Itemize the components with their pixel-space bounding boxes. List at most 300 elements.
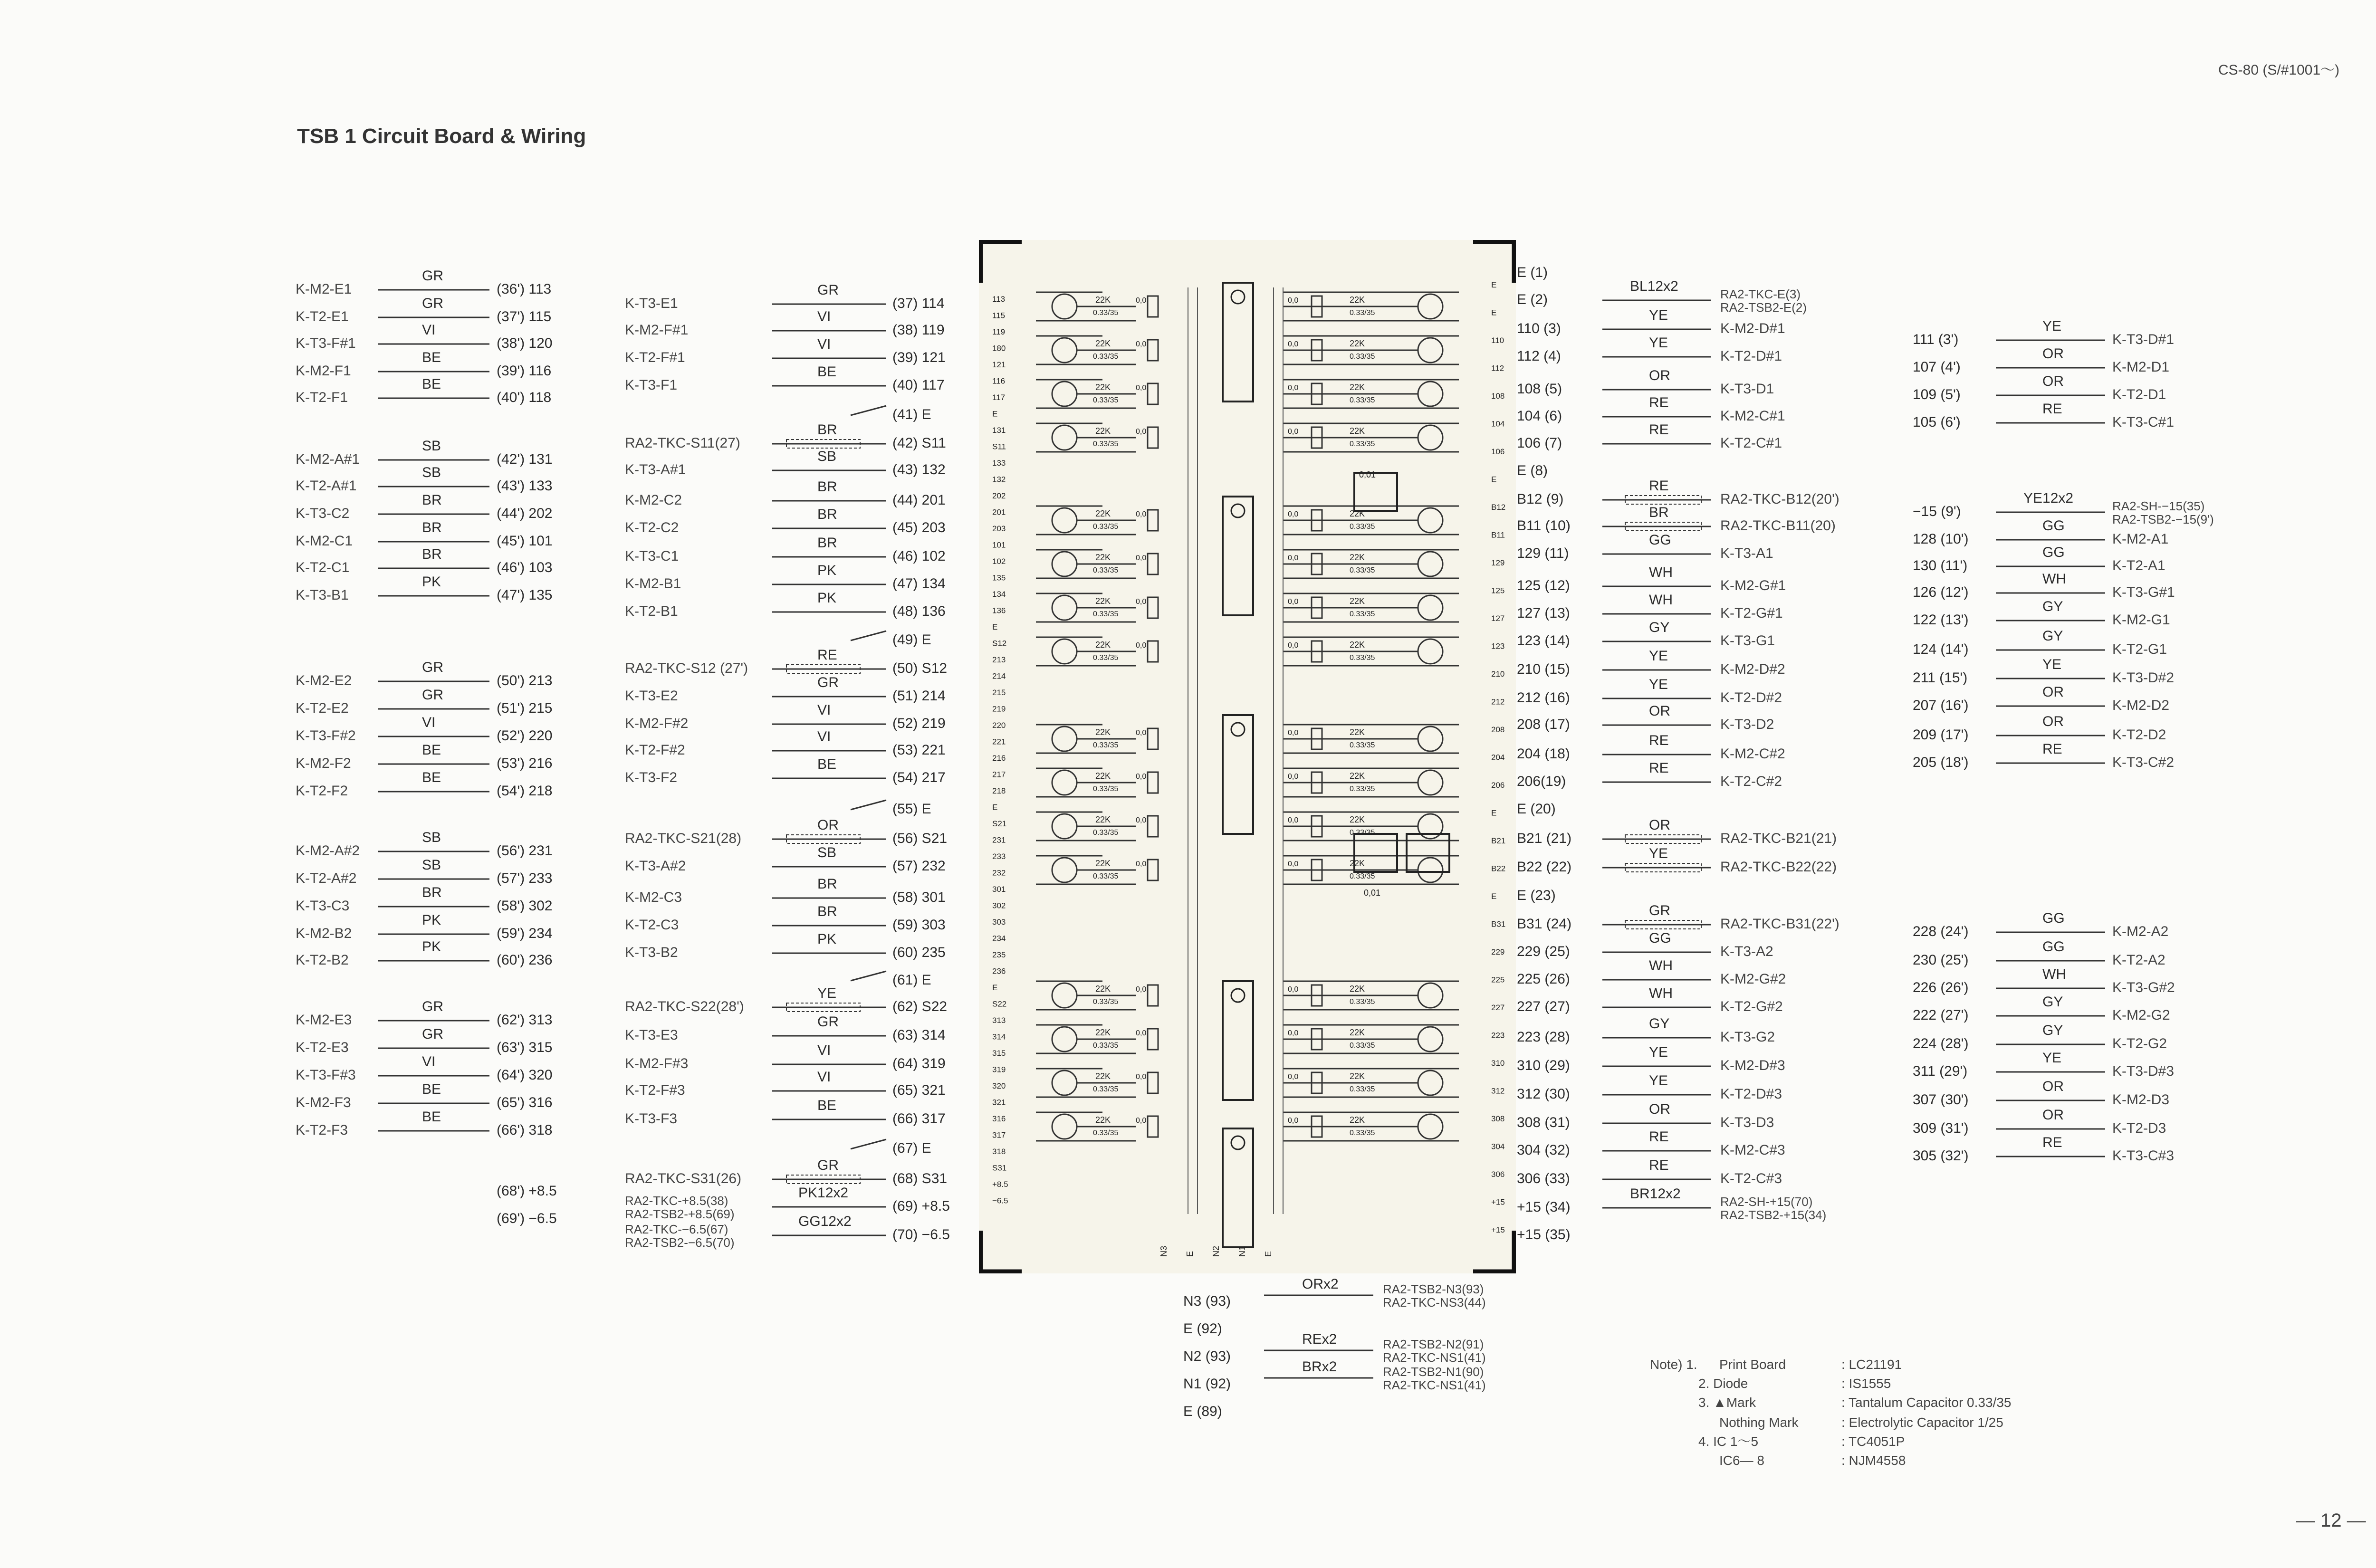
wire-a-pin: (58') 302 xyxy=(497,898,553,914)
wire-c-color: RE xyxy=(1649,395,1669,411)
pcb-right-pad: B11 xyxy=(1491,530,1505,540)
pcb-capacitor-value: 0,0 xyxy=(1288,985,1299,994)
note-value: : IS1555 xyxy=(1841,1376,1891,1391)
note-heading: Note) 1. xyxy=(1650,1357,1697,1372)
wire-c-pin: 106 (7) xyxy=(1517,435,1562,451)
wire-n-pin: N1 (92) xyxy=(1183,1376,1231,1392)
pcb-capacitor-value: 0,0 xyxy=(1288,641,1299,650)
wire-d-name: K-T3-C#2 xyxy=(2112,755,2175,770)
pcb-right-pad: 204 xyxy=(1491,753,1505,762)
pcb-capacitor-value: 0,0 xyxy=(1136,860,1147,868)
wire-b-name: K-M2-F#2 xyxy=(625,716,689,731)
wire-a-name: K-T3-B1 xyxy=(296,587,349,603)
pcb-resistor-value: 22K xyxy=(1350,727,1365,737)
pcb-capacitor-value: 0,0 xyxy=(1136,1073,1147,1081)
pcb-capacitor-value: 0.33/35 xyxy=(1350,396,1375,404)
pcb-left-pad: 302 xyxy=(992,901,1006,910)
pcb-resistor-value: 22K xyxy=(1350,553,1365,562)
wire-c-color: OR xyxy=(1649,817,1670,833)
wire-c-name: K-T3-D2 xyxy=(1720,717,1774,732)
pcb-capacitor-value: 0,0 xyxy=(1288,598,1299,606)
wire-b-color: BR xyxy=(817,535,837,551)
wire-a-pin: (42') 131 xyxy=(497,451,553,467)
pcb-right-pad: 129 xyxy=(1491,558,1505,567)
wire-a-pin: (44') 202 xyxy=(497,506,553,521)
pcb-capacitor-value: 0.33/35 xyxy=(1093,1085,1119,1093)
wire-d-pin: 105 (6') xyxy=(1913,414,1961,430)
wire-a-pin: (39') 116 xyxy=(497,363,552,379)
wire-b-ground xyxy=(851,631,886,641)
pcb-right-pad: 108 xyxy=(1491,392,1505,401)
wire-a-name: K-M2-A#2 xyxy=(296,843,360,859)
page-title: TSB 1 Circuit Board & Wiring xyxy=(297,124,586,148)
wire-b-pin: (59) 303 xyxy=(892,917,946,933)
pcb-resistor-value: 22K xyxy=(1095,1028,1111,1037)
pcb-capacitor-value: 0.33/35 xyxy=(1093,1042,1119,1050)
wire-c-color: BR12x2 xyxy=(1630,1186,1681,1202)
pcb-right-pad: B22 xyxy=(1491,864,1506,873)
wire-d-name: K-T2-G2 xyxy=(2112,1036,2167,1052)
wire-b-pin: (70) −6.5 xyxy=(892,1227,950,1243)
wire-a-name: K-M2-E1 xyxy=(296,281,352,297)
wire-b-color: VI xyxy=(817,729,831,745)
wire-c-color: RE xyxy=(1649,1129,1669,1145)
pcb-left-pad: 316 xyxy=(992,1114,1006,1123)
wire-a-pin: (53') 216 xyxy=(497,755,553,771)
wire-c-name: K-M2-G#2 xyxy=(1720,971,1786,987)
wire-b-pin: (49) E xyxy=(892,632,931,648)
pcb-resistor-value: 22K xyxy=(1350,295,1365,305)
wire-a-name: K-M2-F2 xyxy=(296,755,351,771)
wire-a-pin: (64') 320 xyxy=(497,1067,553,1083)
wire-c-name: K-T3-G1 xyxy=(1720,633,1775,649)
pcb-resistor-value: 22K xyxy=(1095,859,1111,868)
wire-a-pin: (43') 133 xyxy=(497,478,553,494)
pcb-bottom-pad: N2 xyxy=(1211,1245,1221,1257)
wire-a-name: K-T3-F#2 xyxy=(296,728,356,744)
pcb-right-pad: E xyxy=(1491,892,1497,901)
wire-c-name: RA2-TKC-B31(22') xyxy=(1720,916,1839,932)
pcb-capacitor-value: 0,0 xyxy=(1136,985,1147,994)
pcb-resistor-value: 22K xyxy=(1095,382,1111,392)
pcb-right-pad: B21 xyxy=(1491,836,1506,845)
wire-c-name: K-T3-D1 xyxy=(1720,381,1774,397)
pcb-left-pad: 116 xyxy=(992,376,1006,386)
wire-c-name: K-M2-D#1 xyxy=(1720,321,1785,336)
pcb-capacitor-value: 0,0 xyxy=(1288,384,1299,392)
wire-a-name: K-T2-F2 xyxy=(296,783,348,799)
wire-a-color: SB xyxy=(422,438,441,454)
wire-b-color: VI xyxy=(817,1042,831,1058)
wire-b-color: PK xyxy=(817,931,837,947)
wire-b-color: PK xyxy=(817,563,837,578)
pcb-left-pad: 213 xyxy=(992,655,1006,664)
wire-a-color: BE xyxy=(422,1081,441,1097)
note-key: Print Board xyxy=(1719,1357,1786,1372)
wire-a-color: GR xyxy=(422,296,443,311)
wire-a-color: BE xyxy=(422,770,441,785)
wire-d-pin: 126 (12') xyxy=(1913,584,1969,600)
pcb-left-pad: 233 xyxy=(992,852,1006,861)
wire-d-name: K-T2-A2 xyxy=(2112,952,2165,968)
pcb-right-pad: 106 xyxy=(1491,447,1505,456)
pcb-left-pad: 131 xyxy=(992,426,1006,435)
wire-a-name: K-T3-F#1 xyxy=(296,335,356,351)
wire-a-name: K-T2-B2 xyxy=(296,952,349,968)
pcb-left-pad: 113 xyxy=(992,295,1006,304)
pcb-resistor-value: 22K xyxy=(1350,815,1365,824)
wire-a-color: GR xyxy=(422,999,443,1014)
pcb-capacitor-value: 0,0 xyxy=(1136,510,1147,518)
pcb-capacitor-value: 0.33/35 xyxy=(1093,309,1119,317)
wire-a-color: BR xyxy=(422,885,442,900)
wire-b-pin: (61) E xyxy=(892,972,931,988)
wire-b-color: BR xyxy=(817,422,837,438)
pcb-left-pad: S21 xyxy=(992,819,1007,828)
wire-d-color: YE12x2 xyxy=(2023,490,2074,506)
wire-a-name: K-T2-A#1 xyxy=(296,478,357,494)
wire-d-color: GG xyxy=(2042,910,2065,926)
pcb-resistor-value: 22K xyxy=(1350,426,1365,436)
wire-d-pin: 228 (24') xyxy=(1913,924,1969,939)
wire-b-pin: (51) 214 xyxy=(892,688,946,704)
wire-b-name: K-T2-F#1 xyxy=(625,350,685,365)
wire-d-name: K-M2-G1 xyxy=(2112,612,2170,628)
wire-c-color: WH xyxy=(1649,564,1673,580)
wire-d-pin: 109 (5') xyxy=(1913,387,1961,402)
pcb-capacitor-value: 0,0 xyxy=(1136,384,1147,392)
pcb-capacitor-value: 0,0 xyxy=(1136,641,1147,650)
wire-a-color: BR xyxy=(422,520,442,535)
wire-d-pin: 311 (29') xyxy=(1913,1063,1968,1079)
wire-a-pin: (62') 313 xyxy=(497,1012,553,1028)
wire-b-pin: (58) 301 xyxy=(892,889,946,905)
pcb-capacitor-value: 0.33/35 xyxy=(1350,440,1375,448)
wire-b-ground xyxy=(851,800,886,810)
pcb-left-pad: 115 xyxy=(992,311,1006,320)
pcb-left-pad: 231 xyxy=(992,835,1006,845)
pcb-resistor-value: 22K xyxy=(1095,295,1111,305)
wire-c-pin: 312 (30) xyxy=(1517,1086,1570,1102)
pcb-resistor-value: 22K xyxy=(1350,1115,1365,1125)
wire-c-pin: 125 (12) xyxy=(1517,578,1570,593)
note-key: IC6— 8 xyxy=(1719,1453,1764,1468)
pcb-left-pad: 318 xyxy=(992,1147,1006,1156)
wire-d-name: K-M2-D2 xyxy=(2112,698,2170,713)
pcb-capacitor-value: 0,0 xyxy=(1288,1029,1299,1037)
wire-b-name: K-T3-F1 xyxy=(625,377,678,393)
wire-b-color: BR xyxy=(817,876,837,892)
pcb-left-pad: 313 xyxy=(992,1016,1006,1025)
wire-c-pin: B31 (24) xyxy=(1517,916,1572,932)
wire-c-pin: 104 (6) xyxy=(1517,408,1562,424)
pcb-capacitor-value: 0.33/35 xyxy=(1093,741,1119,749)
wire-a-color: BR xyxy=(422,492,442,508)
wire-d-name: K-M2-G2 xyxy=(2112,1007,2170,1023)
wire-b-name: K-T3-F2 xyxy=(625,770,678,785)
wire-c-name: K-T2-D#2 xyxy=(1720,690,1782,706)
wire-c-color: RE xyxy=(1649,733,1669,748)
wire-b-pin: (42) S11 xyxy=(892,435,946,451)
wire-b-name: K-T3-E3 xyxy=(625,1027,678,1043)
wire-b-name: K-T3-B2 xyxy=(625,945,678,960)
wire-c-pin: B22 (22) xyxy=(1517,859,1572,875)
wire-b-pin: (43) 132 xyxy=(892,462,946,478)
pcb-resistor-value: 22K xyxy=(1350,1071,1365,1081)
wire-n-color: ORx2 xyxy=(1302,1276,1339,1292)
wire-d-name: K-T2-A1 xyxy=(2112,558,2165,574)
wire-b-pin: (39) 121 xyxy=(892,350,946,365)
wire-c-pin: 223 (28) xyxy=(1517,1029,1570,1045)
wire-b-color: GR xyxy=(817,1014,839,1030)
pcb-capacitor-value: 0,0 xyxy=(1136,816,1147,824)
pcb-left-pad: 135 xyxy=(992,573,1006,583)
pcb-resistor-value: 22K xyxy=(1350,859,1365,868)
pcb-left-pad: 217 xyxy=(992,770,1006,779)
wire-c-pin: B11 (10) xyxy=(1517,518,1571,534)
wire-b-pin: (37) 114 xyxy=(892,296,945,311)
wire-d-name: K-T3-D#1 xyxy=(2112,332,2175,347)
pcb-right-pad: 306 xyxy=(1491,1170,1505,1179)
pcb-right-pad: 123 xyxy=(1491,641,1505,651)
wire-c-color: RE xyxy=(1649,422,1669,438)
wire-b-name-2: RA2-TSB2-−6.5(70) xyxy=(625,1235,735,1250)
wire-c-color: BR xyxy=(1649,505,1669,520)
wire-c-pin: E (23) xyxy=(1517,888,1556,903)
wire-c-name: RA2-TKC-E(3) xyxy=(1720,287,1801,301)
wire-c-pin: 310 (29) xyxy=(1517,1058,1570,1073)
note-value: : TC4051P xyxy=(1841,1434,1905,1449)
wire-a-pin: (56') 231 xyxy=(497,843,553,859)
wire-a-name: K-M2-F3 xyxy=(296,1095,351,1110)
pcb-left-pad: 132 xyxy=(992,475,1006,484)
wire-b-pin: (53) 221 xyxy=(892,742,946,758)
wire-d-pin: 205 (18') xyxy=(1913,755,1969,770)
pcb-right-pad: 229 xyxy=(1491,947,1505,956)
wire-a-color: BE xyxy=(422,350,441,365)
pcb-capacitor-value: 0.33/35 xyxy=(1350,353,1375,361)
pcb-left-pad: 315 xyxy=(992,1049,1006,1058)
wire-b-name: RA2-TKC-+8.5(38) xyxy=(625,1194,728,1208)
pcb-resistor-value: 22K xyxy=(1350,1028,1365,1037)
pcb-left-pad: 121 xyxy=(992,360,1006,369)
wire-c-pin: E (2) xyxy=(1517,292,1548,307)
wire-a-pin: (59') 234 xyxy=(497,926,553,941)
pcb-right-pad: 212 xyxy=(1491,697,1505,707)
wire-a-pin: (52') 220 xyxy=(497,728,553,744)
pcb-capacitor-value: 0,0 xyxy=(1136,729,1147,737)
wire-b-pin: (65) 321 xyxy=(892,1082,946,1098)
wire-b-color: VI xyxy=(817,1069,831,1085)
wire-c-color: GR xyxy=(1649,903,1670,918)
wire-c-name-2: RA2-TSB2-E(2) xyxy=(1720,300,1807,315)
wire-n-name: RA2-TSB2-N3(93) xyxy=(1383,1282,1484,1296)
pcb-left-pad: 319 xyxy=(992,1065,1006,1074)
note-key: 3. ▲Mark xyxy=(1698,1395,1756,1410)
wire-a-name: K-M2-F1 xyxy=(296,363,351,379)
pcb-resistor-value: 22K xyxy=(1350,596,1365,606)
wire-b-color: SB xyxy=(817,845,837,860)
pcb-left-pad: 220 xyxy=(992,721,1006,730)
wire-d-name: K-M2-D3 xyxy=(2112,1092,2170,1108)
wire-b-name: K-T2-C3 xyxy=(625,917,679,933)
wire-b-name: RA2-TKC-S31(26) xyxy=(625,1171,742,1186)
wire-a-color: GR xyxy=(422,1026,443,1042)
pcb-resistor-value: 22K xyxy=(1095,553,1111,562)
pcb-capacitor-value: 0,0 xyxy=(1136,428,1147,436)
wire-d-color: WH xyxy=(2042,966,2066,982)
pcb-left-pad: 215 xyxy=(992,688,1006,697)
wire-b-color: GR xyxy=(817,282,839,298)
pcb-left-pad: E xyxy=(992,983,998,992)
wire-d-color: OR xyxy=(2042,714,2064,729)
pcb-right-pad: +15 xyxy=(1491,1225,1505,1234)
pcb-right-pad: 210 xyxy=(1491,669,1505,679)
wire-d-color: RE xyxy=(2042,741,2062,757)
pcb-left-pad: 101 xyxy=(992,540,1006,550)
pcb-left-pad: 202 xyxy=(992,491,1006,500)
pcb-right-pad: E xyxy=(1491,280,1497,289)
wire-a-color: PK xyxy=(422,574,441,590)
wire-b-pin: (47) 134 xyxy=(892,576,946,592)
wire-c-pin: 127 (13) xyxy=(1517,605,1570,621)
pcb-left-pad: 232 xyxy=(992,868,1006,878)
wire-d-pin: 222 (27') xyxy=(1913,1007,1969,1023)
wire-b-color: BR xyxy=(817,507,837,522)
pcb-ic xyxy=(1223,1128,1253,1247)
pcb-left-pad: 314 xyxy=(992,1032,1006,1042)
wire-c-pin: 206(19) xyxy=(1517,774,1566,789)
wire-b-pin: (46) 102 xyxy=(892,548,946,564)
wire-a-pin: (47') 135 xyxy=(497,587,553,603)
wire-d-color: WH xyxy=(2042,571,2066,587)
pcb-right-pad: 125 xyxy=(1491,586,1505,595)
pcb-capacitor-value: 0.33/35 xyxy=(1093,785,1119,793)
pcb-capacitor-value: 0,0 xyxy=(1136,554,1147,562)
wire-c-pin: E (8) xyxy=(1517,463,1548,478)
wire-d-name: K-T2-D3 xyxy=(2112,1120,2166,1136)
pcb-left-pad: 320 xyxy=(992,1081,1006,1090)
wire-b-color: YE xyxy=(817,985,837,1001)
wire-c-color: YE xyxy=(1649,335,1668,351)
wire-c-pin: 112 (4) xyxy=(1517,348,1561,364)
wire-b-pin: (66) 317 xyxy=(892,1111,946,1127)
pcb-bottom-pad: E xyxy=(1264,1251,1273,1257)
wire-a-name: K-T3-C2 xyxy=(296,506,350,521)
pcb-resistor-value: 22K xyxy=(1095,771,1111,781)
wire-b-pin: (54) 217 xyxy=(892,770,946,785)
wire-a-name: K-T2-F3 xyxy=(296,1122,348,1138)
pcb-capacitor-value: 0.33/35 xyxy=(1350,741,1375,749)
wire-c-color: GY xyxy=(1649,620,1670,635)
pcb-left-pad: 134 xyxy=(992,590,1006,599)
pcb-left-pad: 235 xyxy=(992,950,1006,959)
wire-b-color: BE xyxy=(817,1098,837,1113)
pcb-ic xyxy=(1223,283,1253,402)
pcb-capacitor-value: 0.33/35 xyxy=(1093,872,1119,880)
wire-a-name: K-M2-C1 xyxy=(296,533,353,549)
pcb-capacitor-value: 0.33/35 xyxy=(1093,1129,1119,1137)
pcb-left-pad: S12 xyxy=(992,639,1007,648)
wire-a-color: GR xyxy=(422,268,443,284)
wire-a-name: K-T2-F1 xyxy=(296,390,348,405)
pcb-left-pad: 234 xyxy=(992,934,1006,943)
wire-b-name: K-M2-B1 xyxy=(625,576,681,592)
wire-c-pin: 123 (14) xyxy=(1517,633,1570,649)
wire-c-color: GY xyxy=(1649,1016,1670,1032)
wire-b-pin: (57) 232 xyxy=(892,858,946,874)
pcb-capacitor-value: 0.33/35 xyxy=(1093,654,1119,662)
pcb-right-pad: 112 xyxy=(1491,363,1504,373)
wire-b-name: K-M2-F#1 xyxy=(625,322,689,338)
wire-c-name: K-M2-G#1 xyxy=(1720,578,1786,593)
wire-d-color: GY xyxy=(2042,599,2063,614)
wire-b-color: BE xyxy=(817,364,837,380)
wire-a-color: BE xyxy=(422,742,441,758)
wire-d-name: K-T2-D2 xyxy=(2112,727,2166,743)
wire-d-name: RA2-SH-−15(35) xyxy=(2112,499,2205,513)
wire-n-pin: E (89) xyxy=(1183,1404,1222,1419)
wire-b-name: K-M2-C3 xyxy=(625,889,682,905)
wire-d-color: YE xyxy=(2042,318,2062,334)
pcb-right-pad: 104 xyxy=(1491,419,1505,429)
pcb-capacitor-value: 0,0 xyxy=(1136,296,1147,305)
wire-c-pin: 229 (25) xyxy=(1517,944,1570,959)
wire-c-name: RA2-TKC-B11(20) xyxy=(1720,518,1836,534)
wire-b-pin: (56) S21 xyxy=(892,831,948,846)
wire-c-color: OR xyxy=(1649,368,1670,383)
wire-b-name: RA2-TKC-S21(28) xyxy=(625,831,742,846)
wire-a-pin: (50') 213 xyxy=(497,673,553,688)
wire-a-pin: (36') 113 xyxy=(497,281,552,297)
wire-d-pin: 209 (17') xyxy=(1913,727,1969,743)
pcb-bottom-pad: N3 xyxy=(1159,1245,1169,1257)
circuit-board xyxy=(979,240,1516,1273)
pcb-right-pad: 312 xyxy=(1491,1086,1505,1096)
pcb-resistor-value: 22K xyxy=(1095,426,1111,436)
wire-d-name: K-T2-D1 xyxy=(2112,387,2166,402)
pcb-capacitor-value: 0,0 xyxy=(1136,773,1147,781)
wire-a-color: SB xyxy=(422,830,441,845)
pcb-left-pad: S11 xyxy=(992,442,1006,451)
wire-b-color: BE xyxy=(817,756,837,772)
pcb-capacitor-value: 0,01 xyxy=(1359,470,1376,479)
wire-a-name: K-M2-E3 xyxy=(296,1012,352,1028)
model-label: CS-80 (S/#1001～) xyxy=(2218,62,2340,78)
wire-c-name: K-T3-A1 xyxy=(1720,545,1773,561)
pcb-capacitor-value: 0,0 xyxy=(1136,1029,1147,1037)
pcb-resistor-value: 22K xyxy=(1350,771,1365,781)
pcb-left-pad: 321 xyxy=(992,1098,1006,1107)
pcb-left-pad: 102 xyxy=(992,557,1006,566)
wire-a-name: K-T2-E2 xyxy=(296,700,349,716)
wire-b-pin: (41) E xyxy=(892,407,931,422)
wire-d-color: OR xyxy=(2042,1107,2064,1123)
wire-c-pin: 208 (17) xyxy=(1517,717,1570,732)
pcb-capacitor-value: 0.33/35 xyxy=(1350,872,1375,880)
pcb-capacitor-value: 0,0 xyxy=(1288,729,1299,737)
pcb-resistor-value: 22K xyxy=(1095,509,1111,518)
pcb-left-pad: 119 xyxy=(992,327,1006,336)
wire-a-color: PK xyxy=(422,912,441,928)
pcb-right-pad: 208 xyxy=(1491,725,1505,734)
wire-a-name: K-T2-E3 xyxy=(296,1040,349,1055)
wire-b-ground xyxy=(851,1139,886,1149)
pcb-left-pad: 117 xyxy=(992,393,1006,402)
pcb-right-pad: 206 xyxy=(1491,781,1505,790)
pcb-right-pad: E xyxy=(1491,808,1497,818)
pcb-resistor-value: 22K xyxy=(1350,984,1365,994)
